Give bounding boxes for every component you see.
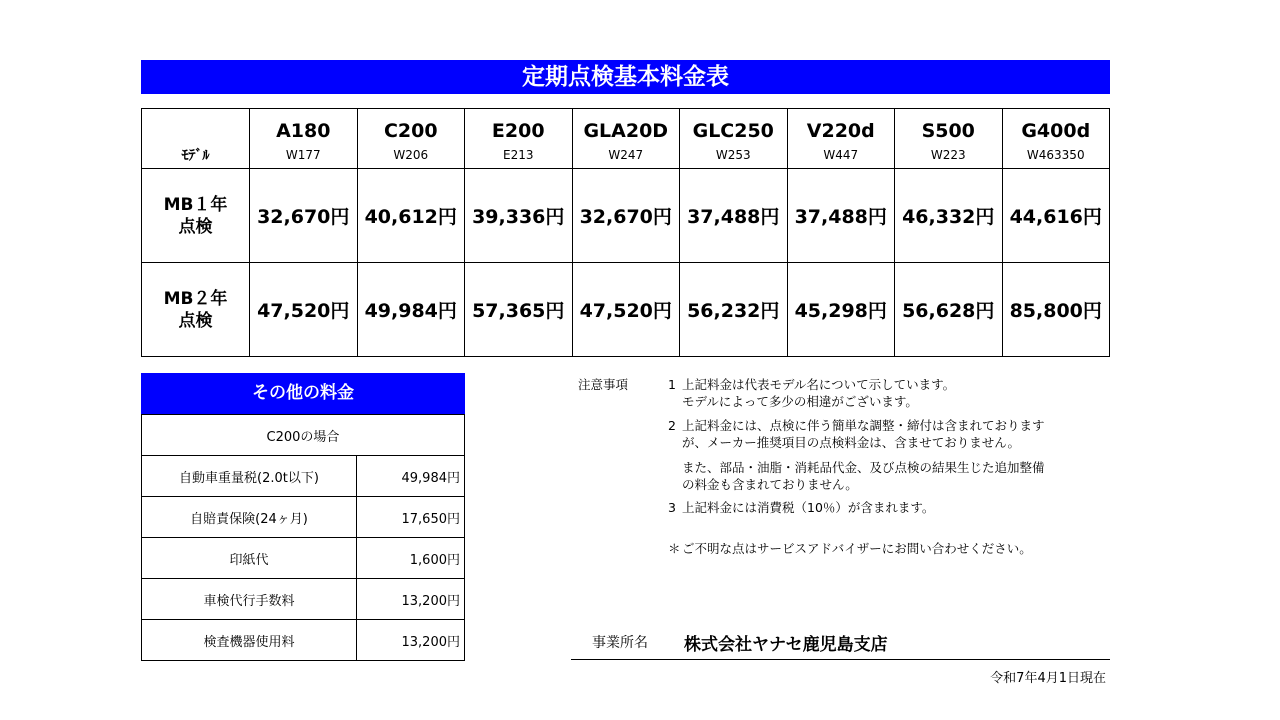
note-number: ＊ bbox=[668, 541, 681, 556]
fee-value: 49,984円 bbox=[357, 456, 465, 497]
model-header-row bbox=[142, 109, 1110, 169]
notes-heading: 注意事項 bbox=[578, 377, 629, 392]
table-row bbox=[142, 456, 465, 497]
fee-value: 13,200円 bbox=[357, 579, 465, 620]
model-name: G400d bbox=[1021, 119, 1091, 142]
note-number: 1 bbox=[668, 377, 676, 392]
price-cell: 39,336円 bbox=[465, 169, 573, 263]
model-cell bbox=[1002, 109, 1110, 169]
fee-label: 印紙代 bbox=[142, 538, 357, 579]
model-name: E200 bbox=[491, 119, 545, 142]
price-cell: 37,488円 bbox=[680, 169, 788, 263]
model-code: E213 bbox=[503, 147, 534, 162]
model-cell bbox=[572, 109, 680, 169]
note-text: 上記料金には、点検に伴う簡単な調整・締付は含まれております が、メーカー推奨項目の点検料金は、含ませておりません。 bbox=[682, 418, 1045, 450]
office-name: 株式会社ヤナセ鹿児島支店 bbox=[684, 635, 888, 655]
model-name: S500 bbox=[921, 119, 975, 142]
fee-value: 1,600円 bbox=[357, 538, 465, 579]
model-code: W223 bbox=[930, 147, 966, 162]
table-row bbox=[142, 263, 1110, 357]
fee-value: 17,650円 bbox=[357, 497, 465, 538]
price-cell: 32,670円 bbox=[572, 169, 680, 263]
page-title: 定期点検基本料金表 bbox=[141, 60, 1110, 94]
price-cell: 56,232円 bbox=[680, 263, 788, 357]
table-row bbox=[142, 620, 465, 661]
row-label: MB２年 点検 bbox=[142, 263, 250, 357]
price-cell: 57,365円 bbox=[465, 263, 573, 357]
table-row bbox=[142, 538, 465, 579]
note-text: 上記料金は代表モデル名について示しています。 モデルによって多少の相違がございます。 bbox=[682, 377, 956, 409]
model-code: W177 bbox=[285, 147, 321, 162]
price-cell: 40,612円 bbox=[357, 169, 465, 263]
fee-label: 車検代行手数料 bbox=[142, 579, 357, 620]
fee-label: 自動車重量税(2.0t以下) bbox=[142, 456, 357, 497]
office-label: 事業所名 bbox=[592, 635, 648, 651]
fee-value: 13,200円 bbox=[357, 620, 465, 661]
model-code: W463350 bbox=[1026, 147, 1085, 162]
model-name: GLC250 bbox=[692, 119, 774, 142]
table-row bbox=[142, 415, 465, 456]
fee-label: 自賠責保険(24ヶ月) bbox=[142, 497, 357, 538]
model-name: A180 bbox=[276, 119, 331, 142]
model-label: ﾓﾃﾞﾙ bbox=[142, 109, 250, 169]
other-fees-table bbox=[141, 414, 465, 661]
price-cell: 49,984円 bbox=[357, 263, 465, 357]
table-row bbox=[142, 579, 465, 620]
note-text: ご不明な点はサービスアドバイザーにお問い合わせください。 bbox=[682, 541, 1032, 556]
price-cell: 47,520円 bbox=[250, 263, 358, 357]
table-row bbox=[142, 169, 1110, 263]
model-code: W247 bbox=[608, 147, 644, 162]
model-name: C200 bbox=[383, 119, 438, 142]
model-cell bbox=[357, 109, 465, 169]
note-text: 上記料金には消費税（10％）が含まれます。 bbox=[682, 500, 935, 515]
divider bbox=[571, 659, 1110, 660]
note-text: また、部品・油脂・消耗品代金、及び点検の結果生じた追加整備 の料金も含まれておりません。 bbox=[682, 460, 1045, 492]
effective-date: 令和7年4月1日現在 bbox=[990, 671, 1106, 686]
price-cell: 45,298円 bbox=[787, 263, 895, 357]
note-number: 2 bbox=[668, 418, 676, 433]
price-cell: 85,800円 bbox=[1002, 263, 1110, 357]
model-cell bbox=[680, 109, 788, 169]
model-cell bbox=[787, 109, 895, 169]
price-cell: 44,616円 bbox=[1002, 169, 1110, 263]
price-cell: 47,520円 bbox=[572, 263, 680, 357]
fee-label: 検査機器使用料 bbox=[142, 620, 357, 661]
price-cell: 46,332円 bbox=[895, 169, 1003, 263]
table-row bbox=[142, 497, 465, 538]
price-cell: 37,488円 bbox=[787, 169, 895, 263]
model-code: W206 bbox=[393, 147, 429, 162]
model-name: V220d bbox=[806, 119, 875, 142]
price-table bbox=[141, 108, 1110, 357]
model-cell bbox=[465, 109, 573, 169]
model-cell bbox=[250, 109, 358, 169]
model-name: GLA20D bbox=[583, 119, 669, 142]
row-label: MB１年 点検 bbox=[142, 169, 250, 263]
model-cell bbox=[895, 109, 1003, 169]
model-code: W253 bbox=[715, 147, 751, 162]
model-code: W447 bbox=[823, 147, 859, 162]
price-cell: 56,628円 bbox=[895, 263, 1003, 357]
note-number: 3 bbox=[668, 500, 676, 515]
other-fees-title: その他の料金 bbox=[141, 373, 465, 414]
price-cell: 32,670円 bbox=[250, 169, 358, 263]
other-fees-subtitle: C200の場合 bbox=[142, 415, 465, 456]
